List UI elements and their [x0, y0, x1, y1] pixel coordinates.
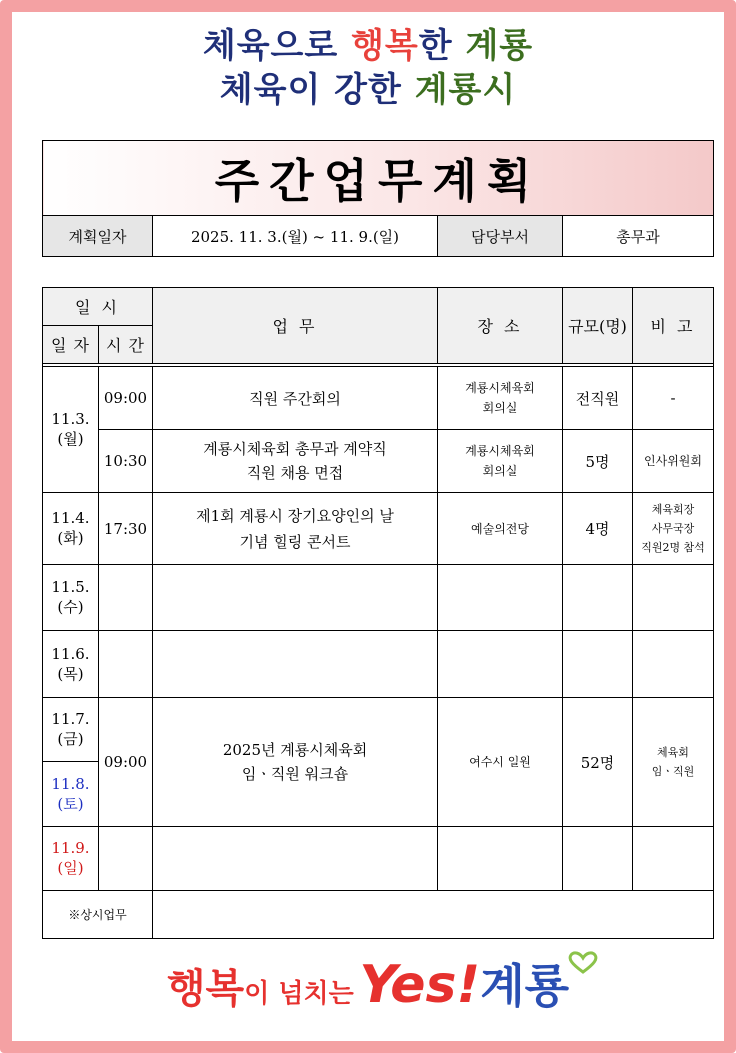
task-line: 기념 힐링 콘서트	[239, 532, 351, 551]
scale-cell: 5명	[563, 430, 633, 493]
department-label: 담당부서	[438, 216, 563, 257]
table-row	[43, 565, 714, 631]
day-date: 11.7.	[51, 710, 90, 728]
scale-cell	[563, 631, 633, 698]
day-weekday: (일)	[57, 859, 84, 877]
header-scale: 규모(명)	[563, 288, 633, 364]
time-cell: 09:00	[99, 698, 153, 827]
slogan-line-2	[0, 70, 736, 110]
schedule-table	[42, 287, 714, 939]
footer-text: 이 넘치는	[244, 979, 354, 1009]
time-cell	[99, 565, 153, 631]
task-line: 제1회 계룡시 장기요양인의 날	[196, 506, 394, 525]
header-time: 시 간	[99, 326, 153, 364]
task-line: 임ㆍ직원 워크숍	[241, 765, 349, 783]
time-cell: 17:30	[99, 493, 153, 565]
slogan-text: 이 강한	[287, 70, 415, 110]
day-cell	[43, 827, 99, 891]
department-value: 총무과	[563, 216, 714, 257]
day-weekday: (화)	[57, 529, 84, 547]
day-date: 11.3.	[51, 410, 90, 428]
slogan-text: 한	[418, 26, 466, 66]
header-place: 장 소	[438, 288, 563, 364]
task-line: 2025년 계룡시체육회	[222, 741, 368, 759]
task-cell	[153, 631, 438, 698]
scale-cell: 전직원	[563, 367, 633, 430]
place-cell	[438, 430, 563, 493]
task-line: 계룡시체육회 총무과 계약직	[203, 440, 387, 458]
day-date: 11.4.	[51, 509, 90, 527]
place-cell	[438, 565, 563, 631]
table-row	[43, 631, 714, 698]
regular-task-cell	[153, 891, 714, 939]
day-cell	[43, 631, 99, 698]
note-cell	[633, 631, 714, 698]
note-cell	[633, 827, 714, 891]
table-row	[43, 827, 714, 891]
slogan-text: 체육으로	[202, 26, 352, 66]
scale-cell: 4명	[563, 493, 633, 565]
day-date: 11.6.	[51, 644, 90, 663]
footer-slogan	[0, 950, 736, 1016]
note-cell	[633, 493, 714, 565]
scale-cell: 52명	[563, 698, 633, 827]
day-cell	[43, 367, 99, 493]
time-cell: 10:30	[99, 430, 153, 493]
table-row	[43, 698, 714, 762]
table-row	[43, 493, 714, 565]
day-weekday: (토)	[57, 794, 84, 813]
footer-text: 계룡	[480, 959, 570, 1013]
day-date: 11.5.	[51, 578, 90, 596]
table-row	[43, 891, 714, 939]
task-cell	[153, 493, 438, 565]
task-cell	[153, 565, 438, 631]
slogan-text: 행복	[351, 26, 419, 66]
heart-icon	[566, 950, 600, 974]
plan-date-label: 계획일자	[43, 216, 153, 257]
header-date: 일 자	[43, 326, 99, 364]
footer-text: 행복	[166, 966, 245, 1012]
day-cell	[43, 565, 99, 631]
slogan-text: 체육	[219, 70, 288, 110]
regular-task-label: ※상시업무	[43, 891, 153, 939]
slogan-text: 계룡시	[414, 70, 517, 110]
header-datetime: 일 시	[43, 288, 153, 326]
note-line: 사무국장	[651, 522, 695, 535]
place-cell: 예술의전당	[438, 493, 563, 565]
time-cell	[99, 631, 153, 698]
footer-text: Yes!	[359, 955, 481, 1015]
document-title: 주간업무계획	[43, 141, 714, 216]
slogan-line-1	[0, 26, 736, 66]
task-line: 직원 주간회의	[249, 389, 341, 408]
place-cell	[438, 631, 563, 698]
slogan-text: 계룡	[465, 26, 534, 66]
task-cell	[153, 698, 438, 827]
place-line: 계룡시체육회	[465, 381, 535, 395]
note-cell	[633, 565, 714, 631]
day-date: 11.9.	[51, 839, 90, 857]
time-cell	[99, 827, 153, 891]
day-cell	[43, 698, 99, 762]
note-line: 체육회	[657, 746, 689, 759]
note-line: 체육회장	[651, 503, 695, 516]
header-task: 업 무	[153, 288, 438, 364]
day-weekday: (목)	[57, 664, 84, 683]
day-weekday: (월)	[57, 430, 84, 448]
note-line: 직원2명 참석	[641, 541, 705, 554]
scale-cell	[563, 827, 633, 891]
task-line: 직원 채용 면접	[246, 464, 344, 482]
place-cell	[438, 827, 563, 891]
note-cell: 인사위원회	[633, 430, 714, 493]
header-note: 비 고	[633, 288, 714, 364]
task-cell	[153, 430, 438, 493]
note-cell	[633, 698, 714, 827]
time-cell: 09:00	[99, 367, 153, 430]
table-row	[43, 367, 714, 430]
day-weekday: (금)	[57, 730, 84, 748]
place-line: 회의실	[482, 464, 518, 478]
place-cell	[438, 367, 563, 430]
table-row	[43, 430, 714, 493]
day-weekday: (수)	[57, 598, 84, 616]
note-cell: -	[633, 367, 714, 430]
day-cell	[43, 762, 99, 827]
place-line: 계룡시체육회	[465, 444, 535, 458]
plan-date-value: 2025. 11. 3.(월) ~ 11. 9.(일)	[153, 216, 438, 257]
day-cell	[43, 493, 99, 565]
note-line: 임ㆍ직원	[651, 765, 695, 778]
place-line: 회의실	[482, 401, 518, 415]
task-cell	[153, 827, 438, 891]
scale-cell	[563, 565, 633, 631]
title-table	[42, 140, 714, 257]
task-cell	[153, 367, 438, 430]
place-cell: 여수시 일원	[438, 698, 563, 827]
day-date: 11.8.	[51, 774, 90, 793]
